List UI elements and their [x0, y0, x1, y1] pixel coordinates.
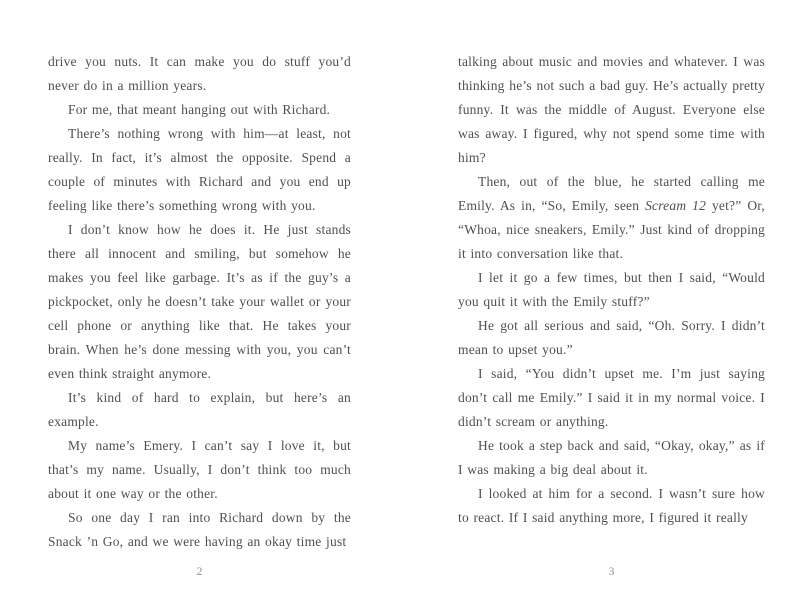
text-segment: I said, “You didn’t upset me. I’m just saying don’t call me Emily.” I said it in my normal voice. I didn’t scream or anything. — [458, 366, 765, 429]
paragraph — [458, 266, 765, 314]
page-right-number: 3 — [608, 564, 615, 578]
paragraph — [48, 506, 351, 554]
paragraph — [48, 386, 351, 434]
text-segment: For me, that meant hanging out with Richard. — [68, 102, 331, 117]
page-right — [405, 0, 810, 608]
text-segment: So one day I ran into Richard down by the Snack ’n Go, and we were having an okay time just — [48, 510, 351, 549]
page-left-text-column — [48, 50, 351, 554]
text-segment: I don’t know how he does it. He just stands there all innocent and smiling, but somehow he makes you feel like garbage. It’s as if the guy’s a pickpocket, only he doesn’t take your wallet or your cell phone or anything like that. He takes your brain. When he’s done messing with you, you can’t even think straight anymore. — [48, 222, 351, 381]
paragraph — [458, 434, 765, 482]
text-segment: yet?” Or, “Whoa, nice sneakers, Emily.” Just kind of dropping it into conversation like that. — [458, 198, 765, 261]
paragraph — [48, 218, 351, 386]
paragraph — [458, 362, 765, 434]
paragraph — [458, 50, 765, 170]
text-segment: I let it go a few times, but then I said, “Would you quit it with the Emily stuff?” — [458, 270, 765, 309]
paragraph — [458, 314, 765, 362]
text-segment: There’s nothing wrong with him—at least, not really. In fact, it’s almost the opposite. Spend a couple of minutes with Richard and you end up feeling like there’s something wrong with you. — [48, 126, 351, 213]
paragraph — [458, 482, 765, 530]
text-segment: Then, out of the blue, he started calling me Emily. As in, “So, Emily, seen — [458, 174, 765, 213]
text-segment: drive you nuts. It can make you do stuff you’d never do in a million years. — [48, 54, 351, 93]
italic-text-segment: Scream 12 — [645, 198, 707, 213]
text-segment: He took a step back and said, “Okay, okay,” as if I was making a big deal about it. — [458, 438, 765, 477]
paragraph — [48, 50, 351, 98]
text-segment: He got all serious and said, “Oh. Sorry. I didn’t mean to upset you.” — [458, 318, 765, 357]
paragraph — [458, 170, 765, 266]
page-right-text-column — [458, 50, 765, 530]
text-segment: It’s kind of hard to explain, but here’s an example. — [48, 390, 351, 429]
paragraph — [48, 98, 351, 122]
page-left-number: 2 — [196, 564, 203, 578]
text-segment: My name’s Emery. I can’t say I love it, but that’s my name. Usually, I don’t think too much about it one way or the other. — [48, 438, 351, 501]
paragraph — [48, 434, 351, 506]
paragraph — [48, 122, 351, 218]
text-segment: I looked at him for a second. I wasn’t sure how to react. If I said anything more, I figured it really — [458, 486, 765, 525]
text-segment: talking about music and movies and whatever. I was thinking he’s not such a bad guy. He’s actually pretty funny. It was the middle of August. Everyone else was away. I figured, why not spend some time with him? — [458, 54, 765, 165]
